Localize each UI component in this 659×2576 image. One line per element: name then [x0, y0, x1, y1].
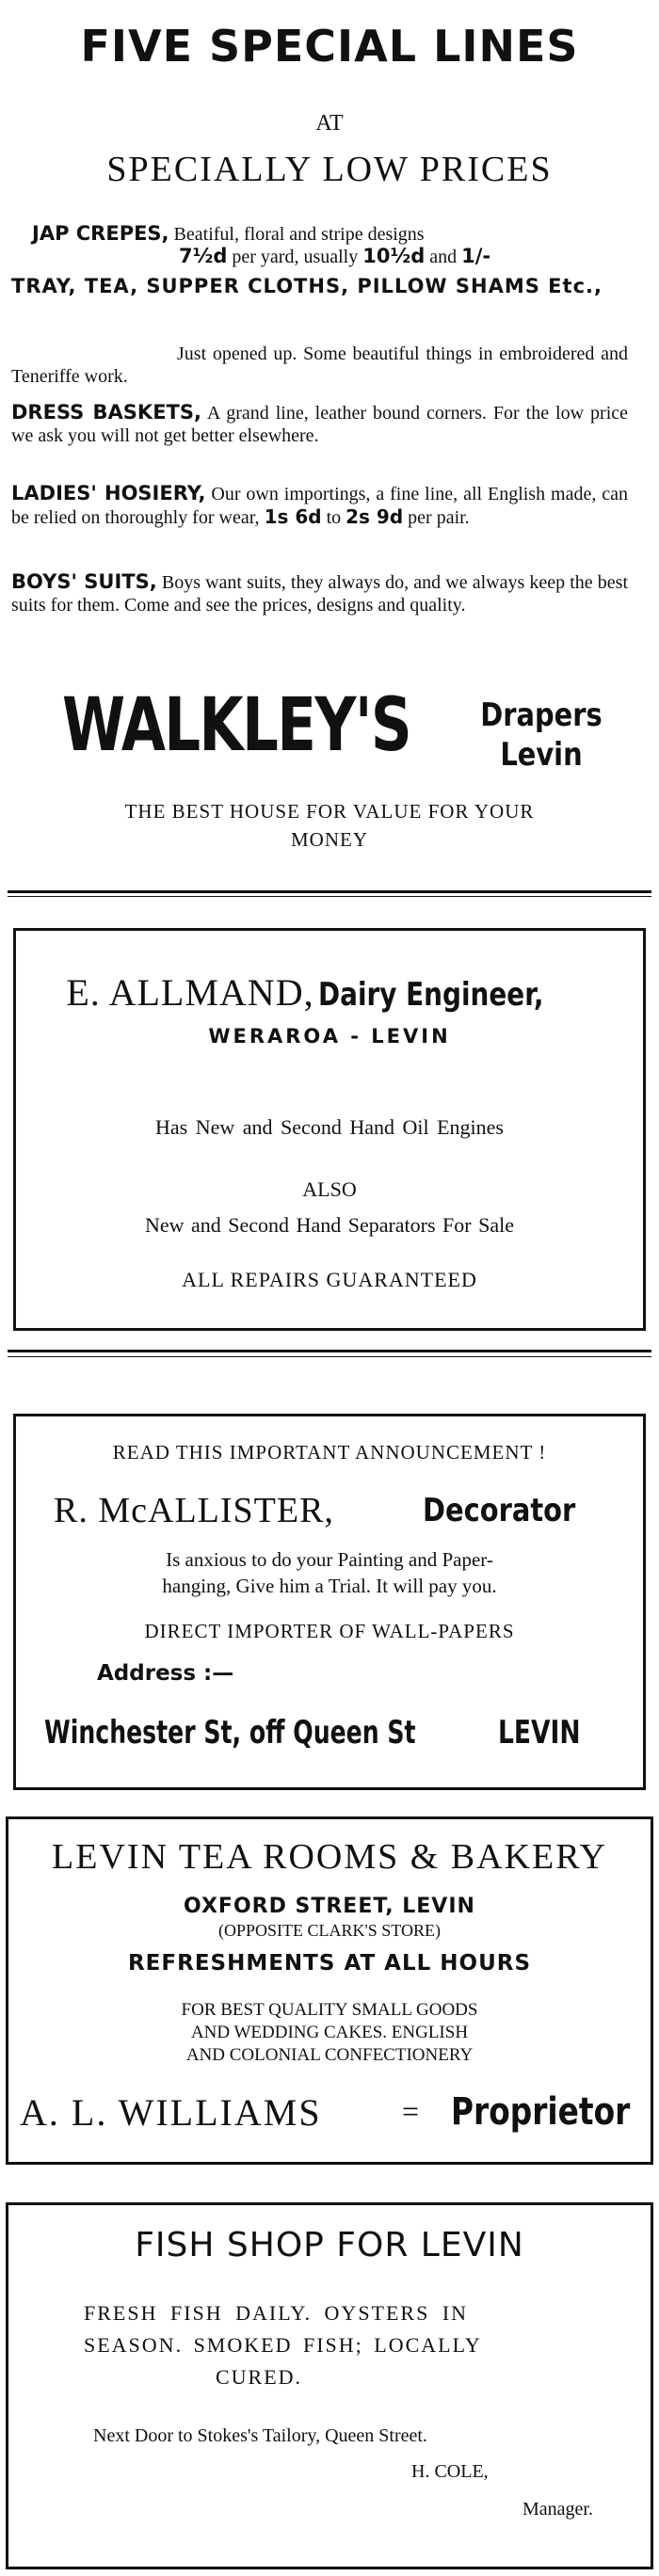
price-c: 10½d — [362, 245, 426, 267]
tearooms-goods-2: AND WEDDING CAKES. ENGLISH — [190, 2023, 469, 2042]
walkley-name: WALKLEY'S — [62, 683, 411, 768]
walkley-subtitle: SPECIALLY LOW PRICES — [106, 150, 553, 189]
allmand-line-3: New and Second Hand Separators For Sale — [144, 1213, 514, 1237]
divider-rule — [8, 1350, 651, 1352]
mcallister-name: R. McALLISTER, — [54, 1491, 334, 1530]
fish-line-1: FRESH FISH DAILY. OYSTERS IN — [84, 2301, 469, 2325]
item-boys-suits — [11, 570, 628, 616]
walkley-at: AT — [315, 111, 344, 136]
mcallister-address-label: Address :— — [97, 1661, 234, 1686]
allmand-heading — [16, 970, 643, 1015]
tearooms-goods-3: AND COLONIAL CONFECTIONERY — [185, 2045, 474, 2065]
item-text: Our own importings, a fine line, all English made, can be relied on thoroughly for wear, — [11, 484, 628, 528]
fish-person: H. COLE, — [411, 2461, 489, 2482]
item-dress-baskets — [11, 401, 628, 447]
item-lead: LADIES' HOSIERY, — [11, 482, 206, 504]
item-text: Boys want suits, they always do, and we always keep the best suits for them. Come and see the prices, designs and quality. — [11, 572, 628, 616]
mcallister-body-2: hanging, Give him a Trial. It will pay you. — [162, 1575, 497, 1597]
item-jap-crepes-prices — [179, 245, 490, 268]
walkley-slogan-1: THE BEST HOUSE FOR VALUE FOR YOUR — [124, 800, 535, 823]
divider-rule — [8, 890, 651, 893]
item-lead: BOYS' SUITS, — [11, 570, 157, 593]
allmand-location: WERAROA - LEVIN — [208, 1025, 451, 1048]
allmand-trade: Dairy Engineer, — [317, 976, 544, 1014]
tearooms-role: Proprietor — [451, 2090, 631, 2134]
tearooms-owner: A. L. WILLIAMS — [20, 2091, 322, 2134]
walkley-trade-1: Drapers — [480, 696, 603, 734]
fish-line-2: SEASON. SMOKED FISH; LOCALLY — [84, 2333, 482, 2357]
tearooms-title: LEVIN TEA ROOMS & BAKERY — [52, 1837, 607, 1877]
price-low: 1s 6d — [264, 505, 322, 528]
fish-role: Manager. — [522, 2499, 593, 2520]
allmand-line-2: ALSO — [302, 1177, 357, 1201]
allmand-advert — [13, 928, 646, 1331]
fish-advert — [6, 2202, 653, 2569]
allmand-line-1: Has New and Second Hand Oil Engines — [155, 1115, 504, 1139]
fish-line-3: CURED. — [216, 2365, 303, 2389]
mcallister-body-1: Is anxious to do your Painting and Paper- — [166, 1548, 493, 1571]
mcallister-trade: Decorator — [423, 1492, 576, 1529]
item-text: A grand line, leather bound corners. For the low price we ask you will not get better elsewhere. — [11, 403, 628, 446]
mcallister-advert — [13, 1414, 646, 1790]
walkley-slogan-2: MONEY — [291, 828, 368, 851]
mcallister-town: LEVIN — [498, 1714, 581, 1752]
walkleys-advert — [0, 0, 659, 894]
fish-next: Next Door to Stokes's Tailory, Queen Street. — [93, 2425, 427, 2446]
tearooms-opposite: (OPPOSITE CLARK'S STORE) — [218, 1921, 441, 1940]
item-tray-lead: TRAY, TEA, SUPPER CLOTHS, PILLOW SHAMS Etc., — [11, 275, 603, 297]
mcallister-announce: READ THIS IMPORTANT ANNOUNCEMENT ! — [112, 1441, 547, 1464]
item-lead: JAP CREPES, — [32, 222, 169, 245]
item-tray-text: Just opened up. Some beautiful things in embroidered and Teneriffe work. — [11, 344, 628, 387]
fish-title: FISH SHOP FOR LEVIN — [135, 2226, 524, 2264]
item-text: Beatiful, floral and stripe designs — [173, 224, 425, 245]
tearooms-street: OXFORD STREET, LEVIN — [184, 1895, 475, 1918]
item-ladies-hosiery — [11, 482, 628, 529]
allmand-line-4: ALL REPAIRS GUARANTEED — [182, 1268, 477, 1291]
tearooms-dash: = — [402, 2094, 420, 2128]
mcallister-importer: DIRECT IMPORTER OF WALL-PAPERS — [144, 1620, 515, 1642]
tearooms-goods-1: FOR BEST QUALITY SMALL GOODS — [181, 2000, 478, 2020]
price-high: 2s 9d — [346, 505, 404, 528]
mcallister-address: Winchester St, off Queen St — [44, 1714, 416, 1752]
allmand-name: E. ALLMAND, — [66, 971, 314, 1014]
divider-rule — [8, 896, 651, 897]
tearooms-advert — [6, 1816, 653, 2165]
price-e: 1/- — [461, 245, 491, 267]
walkley-trade-2: Levin — [500, 736, 583, 774]
divider-rule — [8, 1356, 651, 1357]
price-to: to — [321, 507, 346, 528]
item-jap-crepes — [32, 222, 635, 246]
price-a: 7½d — [179, 245, 228, 267]
price-end: per pair. — [403, 507, 470, 528]
item-lead: DRESS BASKETS, — [11, 401, 201, 424]
price-text-d: and — [425, 247, 462, 267]
price-text-a: per yard, usually — [227, 247, 363, 267]
tearooms-refresh: REFRESHMENTS AT ALL HOURS — [127, 1951, 532, 1976]
walkley-title: FIVE SPECIAL LINES — [80, 21, 579, 72]
